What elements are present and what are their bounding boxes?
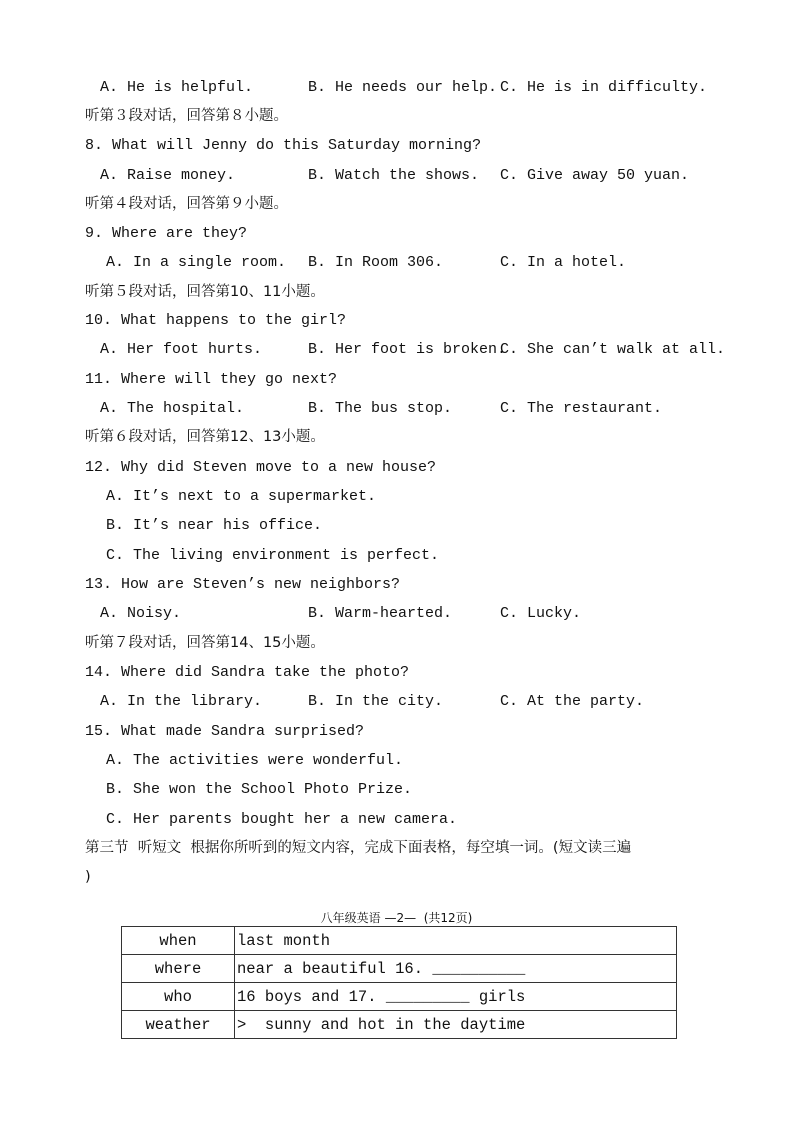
- section-instruction: ): [85, 869, 91, 885]
- answer-option[interactable]: B. Watch the shows.: [308, 167, 480, 184]
- answer-option[interactable]: C. In a hotel.: [500, 254, 627, 271]
- row-value[interactable]: 16 boys and 17. _________ girls: [235, 983, 677, 1011]
- answer-option[interactable]: A. It’s next to a supermarket.: [106, 488, 377, 505]
- answer-option[interactable]: A. In a single room.: [106, 254, 287, 271]
- answer-option[interactable]: C. Lucky.: [500, 605, 582, 622]
- answer-option[interactable]: A. He is helpful.: [100, 79, 254, 96]
- answer-option[interactable]: B. He needs our help.: [308, 79, 498, 96]
- answer-option[interactable]: A. Raise money.: [100, 167, 236, 184]
- section-instruction: 听第３段对话，回答第８小题。: [85, 108, 288, 124]
- answer-option[interactable]: C. At the party.: [500, 693, 645, 710]
- row-label: where: [122, 955, 235, 983]
- answer-option[interactable]: A. In the library.: [100, 693, 263, 710]
- table-row: [122, 983, 677, 1011]
- section-instruction: 听第４段对话，回答第９小题。: [85, 196, 288, 212]
- answer-option[interactable]: B. In the city.: [308, 693, 444, 710]
- row-label: weather: [122, 1011, 235, 1039]
- answer-option[interactable]: B. It’s near his office.: [106, 517, 323, 534]
- question-text: 9. Where are they?: [85, 225, 248, 242]
- table-row: [122, 1011, 677, 1039]
- page-footer: 八年级英语 —2— (共12页): [320, 911, 473, 925]
- question-text: 14. Where did Sandra take the photo?: [85, 664, 410, 681]
- answer-option[interactable]: B. Her foot is broken.: [308, 341, 507, 358]
- question-text: 10. What happens to the girl?: [85, 312, 347, 329]
- answer-option[interactable]: C. The living environment is perfect.: [106, 547, 440, 564]
- answer-option[interactable]: A. Noisy.: [100, 605, 182, 622]
- row-value[interactable]: near a beautiful 16. __________: [235, 955, 677, 983]
- answer-option[interactable]: A. Her foot hurts.: [100, 341, 263, 358]
- question-text: 13. How are Steven’s new neighbors?: [85, 576, 401, 593]
- question-text: 15. What made Sandra surprised?: [85, 723, 365, 740]
- row-label: when: [122, 927, 235, 955]
- question-text: 12. Why did Steven move to a new house?: [85, 459, 437, 476]
- answer-option[interactable]: C. Her parents bought her a new camera.: [106, 811, 458, 828]
- section-instruction: 听第７段对话，回答第14、15小题。: [85, 635, 325, 651]
- section-instruction: 第三节 听短文 根据你所听到的短文内容，完成下面表格，每空填一词。(短文读三遍: [85, 840, 632, 856]
- fill-in-table: [121, 926, 677, 1039]
- answer-option[interactable]: B. She won the School Photo Prize.: [106, 781, 413, 798]
- answer-option[interactable]: C. The restaurant.: [500, 400, 663, 417]
- row-value: > sunny and hot in the daytime: [235, 1011, 677, 1039]
- answer-option[interactable]: B. In Room 306.: [308, 254, 444, 271]
- question-text: 8. What will Jenny do this Saturday morning?: [85, 137, 482, 154]
- question-text: 11. Where will they go next?: [85, 371, 338, 388]
- answer-option[interactable]: C. She can’t walk at all.: [500, 341, 726, 358]
- answer-option[interactable]: C. Give away 50 yuan.: [500, 167, 690, 184]
- answer-option[interactable]: A. The hospital.: [100, 400, 245, 417]
- section-instruction: 听第５段对话，回答第10、11小题。: [85, 284, 325, 300]
- answer-option[interactable]: C. He is in difficulty.: [500, 79, 708, 96]
- answer-option[interactable]: B. Warm-hearted.: [308, 605, 453, 622]
- row-label: who: [122, 983, 235, 1011]
- table-row: [122, 927, 677, 955]
- answer-option[interactable]: A. The activities were wonderful.: [106, 752, 404, 769]
- section-instruction: 听第６段对话，回答第12、13小题。: [85, 429, 325, 445]
- table-row: [122, 955, 677, 983]
- answer-option[interactable]: B. The bus stop.: [308, 400, 453, 417]
- row-value: last month: [235, 927, 677, 955]
